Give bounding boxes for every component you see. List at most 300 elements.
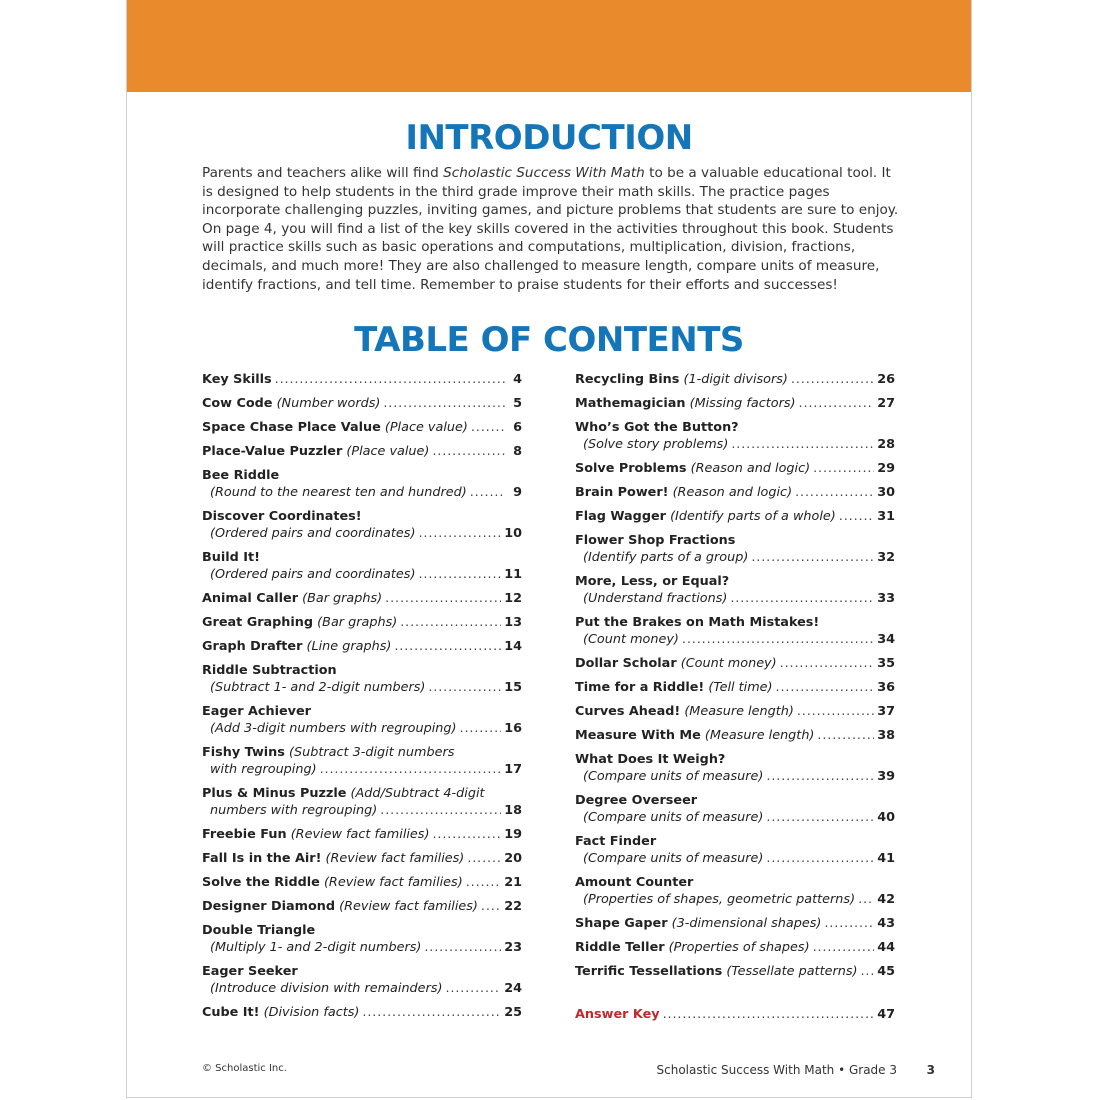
toc-entry-line: [575, 395, 895, 412]
toc-page-number: 37: [877, 704, 895, 719]
toc-entry-text: [202, 508, 362, 525]
dot-leader: [682, 631, 874, 648]
dot-leader: [858, 891, 874, 908]
toc-entry-line: [202, 662, 522, 679]
toc-entry-title: Degree Overseer: [575, 793, 698, 808]
dot-leader: [432, 826, 501, 843]
toc-entry-line: [575, 631, 895, 648]
toc-right-column: [575, 371, 895, 1030]
toc-entry-text: [575, 419, 739, 436]
toc-page-number: 31: [877, 509, 895, 524]
toc-page-number: 35: [877, 656, 895, 671]
toc-entry-title: Shape Gaper: [575, 916, 668, 931]
toc-entry-topic: (Introduce division with remainders): [210, 981, 443, 996]
toc-entry-topic: (Subtract 1- and 2-digit numbers): [210, 680, 426, 695]
toc-entry-text: [202, 467, 279, 484]
toc-entry-line: [202, 802, 522, 819]
toc-entry-line: [575, 809, 895, 826]
toc-entry-topic: (Place value): [346, 444, 430, 459]
toc-entry[interactable]: [202, 662, 522, 696]
toc-entry-text: [575, 679, 773, 696]
toc-entry-text: [575, 614, 819, 631]
toc-entry-line: [575, 792, 895, 809]
toc-page-number: 12: [504, 591, 522, 606]
toc-entry[interactable]: [202, 922, 522, 956]
dot-leader: [795, 484, 874, 501]
toc-entry-topic: (Add/Subtract 4-digit: [350, 786, 485, 801]
toc-page-number: 10: [504, 526, 522, 541]
toc-entry[interactable]: [202, 590, 522, 607]
toc-entry-topic: (Compare units of measure): [583, 851, 764, 866]
toc-entry-text: [202, 826, 429, 843]
toc-entry[interactable]: [202, 638, 522, 655]
toc-entry-line: [202, 761, 522, 778]
toc-page-number: 32: [877, 550, 895, 565]
dot-leader: [780, 655, 875, 672]
toc-entry-topic: (Review fact families): [290, 827, 430, 842]
toc-entry-title: Graph Drafter: [202, 639, 303, 654]
toc-entry-line: [575, 590, 895, 607]
toc-entry-topic: (Multiply 1- and 2-digit numbers): [210, 940, 422, 955]
toc-entry[interactable]: [575, 939, 895, 956]
dot-leader: [471, 419, 505, 436]
toc-entry-text: [202, 614, 397, 631]
toc-entry-topic: (Identify parts of a group): [583, 550, 749, 565]
toc-page-number: 25: [504, 1005, 522, 1020]
toc-entry-text: [202, 850, 464, 867]
toc-entry[interactable]: [202, 963, 522, 997]
toc-entry-line: [202, 703, 522, 720]
toc-entry-line: [202, 638, 522, 655]
dot-leader: [275, 371, 505, 388]
toc-entry-title: Eager Achiever: [202, 704, 311, 719]
toc-entry-text: [202, 549, 260, 566]
dot-leader: [481, 898, 501, 915]
toc-entry-line: [202, 850, 522, 867]
toc-entry[interactable]: [202, 850, 522, 867]
toc-page-number: 39: [877, 769, 895, 784]
toc-entry-line: [202, 744, 522, 761]
toc-page-number: 27: [877, 396, 895, 411]
toc-page-number: 29: [877, 461, 895, 476]
toc-entry-text: [575, 395, 796, 412]
dot-leader: [730, 590, 874, 607]
toc-entry[interactable]: [202, 443, 522, 460]
toc-entry-line: [202, 898, 522, 915]
toc-page-number: 9: [513, 485, 522, 500]
toc-entry[interactable]: [575, 792, 895, 826]
toc-page-number: 43: [877, 916, 895, 931]
toc-entry-topic: (Tell time): [708, 680, 773, 695]
toc-entry-title: Cow Code: [202, 396, 273, 411]
dot-leader: [383, 395, 505, 412]
toc-entry-title: Riddle Teller: [575, 940, 665, 955]
toc-page-number: 30: [877, 485, 895, 500]
toc-entry-title: Measure With Me: [575, 728, 701, 743]
toc-entry-line: [575, 833, 895, 850]
toc-entry-topic: (Bar graphs): [317, 615, 398, 630]
toc-entry[interactable]: [575, 727, 895, 744]
toc-entry[interactable]: [575, 963, 895, 980]
toc-entry-topic: (Properties of shapes, geometric patterns): [583, 892, 856, 907]
toc-entry-title: Animal Caller: [202, 591, 299, 606]
toc-entry-topic: (Review fact families): [323, 875, 463, 890]
toc-entry-title: What Does It Weigh?: [575, 752, 726, 767]
toc-entry-title: Time for a Riddle!: [575, 680, 705, 695]
dot-leader: [385, 590, 501, 607]
toc-entry-text: [202, 963, 298, 980]
toc-entry[interactable]: [575, 915, 895, 932]
book-footer: Scholastic Success With Math • Grade 3: [656, 1063, 897, 1077]
dot-leader: [380, 802, 501, 819]
toc-entry[interactable]: [575, 573, 895, 607]
toc-page-number: 13: [504, 615, 522, 630]
toc-entry-text: [575, 484, 792, 501]
toc-entry-line: [575, 1006, 895, 1023]
toc-entry-topic: (Review fact families): [325, 851, 465, 866]
toc-entry-line: [202, 874, 522, 891]
toc-entry-title: Amount Counter: [575, 875, 694, 890]
toc-entry-line: [202, 939, 522, 956]
toc-entry[interactable]: [202, 898, 522, 915]
dot-leader: [418, 566, 501, 583]
dot-leader: [799, 395, 875, 412]
toc-entry-text: [575, 833, 656, 850]
top-banner: [127, 0, 971, 92]
dot-leader: [467, 850, 501, 867]
toc-entry[interactable]: [202, 703, 522, 737]
toc-entry-title: Brain Power!: [575, 485, 669, 500]
toc-entry-topic: (Line graphs): [306, 639, 392, 654]
toc-entry-title: Fishy Twins: [202, 745, 285, 760]
toc-entry-line: [575, 963, 895, 980]
toc-entry-line: [575, 915, 895, 932]
toc-heading: TABLE OF CONTENTS: [354, 320, 744, 360]
toc-entry-text: [575, 963, 858, 980]
toc-entry-line: [575, 679, 895, 696]
dot-leader: [400, 614, 501, 631]
toc-entry-line: [575, 419, 895, 436]
toc-entry-topic: (Compare units of measure): [583, 769, 764, 784]
toc-page-number: 23: [504, 940, 522, 955]
toc-entry-title: Fact Finder: [575, 834, 657, 849]
toc-entry-line: [575, 532, 895, 549]
toc-entry-line: [202, 785, 522, 802]
dot-leader: [432, 443, 505, 460]
toc-entry-line: [202, 484, 522, 501]
toc-entry-line: [575, 655, 895, 672]
dot-leader: [813, 939, 875, 956]
toc-entry-topic: (Identify parts of a whole): [670, 509, 836, 524]
toc-page-number: 45: [877, 964, 895, 979]
toc-entry-topic: (Reason and logic): [690, 461, 811, 476]
toc-entry-text: [575, 727, 814, 744]
toc-entry-title: Double Triangle: [202, 923, 316, 938]
dot-leader: [776, 679, 875, 696]
toc-entry-topic: (Add 3-digit numbers with regrouping): [210, 721, 457, 736]
toc-entry-topic: (Bar graphs): [302, 591, 383, 606]
toc-entry-text: [202, 419, 468, 436]
intro-text-1: Parents and teachers alike will find: [202, 165, 444, 181]
answer-key-label: Answer Key: [575, 1007, 660, 1022]
toc-entry-title: Plus & Minus Puzzle: [202, 786, 347, 801]
dot-leader: [791, 371, 874, 388]
dot-leader: [839, 508, 874, 525]
toc-entry-line: [575, 508, 895, 525]
toc-entry[interactable]: [202, 508, 522, 542]
toc-entry-text: [202, 744, 454, 761]
toc-entry-title: Curves Ahead!: [575, 704, 681, 719]
page-number: 3: [926, 1063, 935, 1077]
toc-entry-line: [575, 939, 895, 956]
toc-entry-topic: (Round to the nearest ten and hundred): [210, 485, 467, 500]
toc-entry-text: [575, 939, 810, 956]
toc-page-number: 36: [877, 680, 895, 695]
toc-entry-title: Terrific Tessellations: [575, 964, 723, 979]
dot-leader: [418, 525, 501, 542]
toc-entry-text: [202, 590, 382, 607]
toc-entry-topic: (Place value): [384, 420, 468, 435]
toc-page-number: 20: [504, 851, 522, 866]
toc-page-number: 5: [513, 396, 522, 411]
toc-entry-text: [575, 874, 693, 891]
toc-entry-title: Mathemagician: [575, 396, 686, 411]
toc-entry-topic: (Measure length): [684, 704, 794, 719]
toc-entry[interactable]: [202, 826, 522, 843]
toc-entry[interactable]: [575, 371, 895, 388]
dot-leader: [731, 436, 874, 453]
toc-entry-topic: (Measure length): [704, 728, 815, 743]
dot-leader: [766, 768, 874, 785]
toc-entry[interactable]: [575, 460, 895, 477]
toc-entry[interactable]: [202, 467, 522, 501]
toc-entry-line: [575, 751, 895, 768]
introduction-heading: INTRODUCTION: [405, 118, 693, 158]
toc-entry[interactable]: [575, 419, 895, 453]
toc-page-number: 15: [504, 680, 522, 695]
dot-leader: [766, 809, 874, 826]
toc-entry-topic: (Understand fractions): [583, 591, 728, 606]
toc-entry-line: [202, 922, 522, 939]
toc-entry-title: Eager Seeker: [202, 964, 298, 979]
dot-leader: [428, 679, 501, 696]
page: [126, 0, 972, 1098]
dot-leader: [320, 761, 502, 778]
toc-entry-line: [202, 590, 522, 607]
toc-entry-line: [202, 566, 522, 583]
toc-entry-title: Bee Riddle: [202, 468, 280, 483]
toc-entry-text: [202, 443, 429, 460]
toc-page-number: 41: [877, 851, 895, 866]
toc-entry[interactable]: [575, 833, 895, 867]
toc-page-number: 18: [504, 803, 522, 818]
toc-entry-topic: (3-dimensional shapes): [671, 916, 822, 931]
toc-entry-title: Solve Problems: [575, 461, 687, 476]
dot-leader: [460, 720, 502, 737]
toc-page-number: 26: [877, 372, 895, 387]
toc-entry-text: [575, 532, 735, 549]
toc-entry-text: [575, 371, 788, 388]
dot-leader: [817, 727, 874, 744]
toc-entry[interactable]: [575, 532, 895, 566]
toc-entry-title: Discover Coordinates!: [202, 509, 362, 524]
toc-entry-text: [202, 395, 380, 412]
introduction-paragraph: [202, 164, 902, 294]
toc-entry-line: [202, 419, 522, 436]
toc-entry-topic: (1-digit divisors): [683, 372, 788, 387]
toc-page-number: 19: [504, 827, 522, 842]
toc-page-number: 21: [504, 875, 522, 890]
toc-left-column: [202, 371, 522, 1028]
copyright: © Scholastic Inc.: [202, 1063, 287, 1074]
toc-entry-line: [202, 679, 522, 696]
toc-entry[interactable]: [202, 371, 522, 388]
dot-leader: [861, 963, 875, 980]
toc-entry[interactable]: [202, 395, 522, 412]
toc-entry-title: Designer Diamond: [202, 899, 336, 914]
toc-entry-topic: (Ordered pairs and coordinates): [210, 526, 416, 541]
toc-entry-text: [202, 638, 391, 655]
toc-entry[interactable]: [575, 751, 895, 785]
toc-entry-topic: (Compare units of measure): [583, 810, 764, 825]
toc-entry-title: Who’s Got the Button?: [575, 420, 739, 435]
toc-entry[interactable]: [575, 614, 895, 648]
toc-entry-text: [202, 1004, 359, 1021]
toc-entry-text: [575, 915, 821, 932]
toc-entry-title: Great Graphing: [202, 615, 314, 630]
toc-entry-text: [202, 898, 478, 915]
dot-leader: [424, 939, 501, 956]
toc-entry-text: [575, 508, 836, 525]
toc-entry[interactable]: [202, 549, 522, 583]
toc-entry[interactable]: [575, 874, 895, 908]
toc-entry-topic: (Missing factors): [689, 396, 796, 411]
toc-entry-line: [575, 874, 895, 891]
toc-entry-topic: (Ordered pairs and coordinates): [210, 567, 416, 582]
toc-entry-text: [202, 922, 315, 939]
toc-entry-line: [575, 703, 895, 720]
toc-entry-topic: (Division facts): [263, 1005, 360, 1020]
toc-entry[interactable]: [202, 785, 522, 819]
dot-leader: [813, 460, 874, 477]
toc-entry-line: [202, 395, 522, 412]
toc-entry-line: [202, 371, 522, 388]
toc-page-number: 24: [504, 981, 522, 996]
toc-entry-title: Recycling Bins: [575, 372, 680, 387]
toc-entry-line: [575, 891, 895, 908]
toc-entry-topic: (Count money): [680, 656, 777, 671]
toc-entry[interactable]: [575, 395, 895, 412]
toc-page-number: 14: [504, 639, 522, 654]
toc-entry-text: [202, 703, 311, 720]
toc-entry-topic: (Review fact families): [339, 899, 478, 914]
toc-entry-title: Build It!: [202, 550, 260, 565]
toc-entry-line: [575, 573, 895, 590]
toc-entry[interactable]: [575, 679, 895, 696]
toc-page-number: 40: [877, 810, 895, 825]
dot-leader: [663, 1006, 875, 1023]
intro-text-2: to be a valuable educational tool. It is designed to help students in the third grade improve their math skills. The practice pages incorporate challenging puzzles, inviting games, and picture problems that students are sure to enjoy. On page 4, you will find a list of the key skills covered in the activities throughout this book. Students will practice skills such as basic operations and computations, multiplication, division, fractions, decimals, and much more! They are also challenged to measure length, compare units of measure, identify fractions, and tell time. Remember to praise students for their efforts and successes!: [202, 165, 899, 293]
toc-entry[interactable]: [575, 484, 895, 501]
toc-entry-text: [575, 703, 794, 720]
toc-page-number: 34: [877, 632, 895, 647]
toc-entry-title: Fall Is in the Air!: [202, 851, 322, 866]
dot-leader: [470, 484, 505, 501]
toc-entry-title: Freebie Fun: [202, 827, 287, 842]
toc-entry-line: [202, 963, 522, 980]
toc-entry-line: [202, 549, 522, 566]
toc-entry-title: Put the Brakes on Math Mistakes!: [575, 615, 820, 630]
toc-page-number: 4: [513, 372, 522, 387]
toc-page-number: 6: [513, 420, 522, 435]
toc-page-number: 11: [504, 567, 522, 582]
toc-entry-line: [202, 443, 522, 460]
toc-entry-line: [575, 727, 895, 744]
toc-entry-line: [575, 850, 895, 867]
toc-entry[interactable]: [575, 703, 895, 720]
toc-page-number: 38: [877, 728, 895, 743]
toc-entry[interactable]: [575, 508, 895, 525]
toc-page-number: 33: [877, 591, 895, 606]
toc-page-number: 8: [513, 444, 522, 459]
toc-page-number: 42: [877, 892, 895, 907]
toc-entry-text: [575, 573, 729, 590]
toc-entry-title: Flag Wagger: [575, 509, 666, 524]
toc-entry-title: Riddle Subtraction: [202, 663, 337, 678]
toc-entry-line: [575, 371, 895, 388]
toc-entry-text: [202, 662, 337, 679]
toc-entry-title: More, Less, or Equal?: [575, 574, 730, 589]
toc-entry-line: [202, 1004, 522, 1021]
toc-entry-line: [575, 768, 895, 785]
dot-leader: [445, 980, 501, 997]
toc-entry-topic: (Tessellate patterns): [726, 964, 858, 979]
toc-entry-text: [575, 655, 777, 672]
toc-entry-line: [575, 484, 895, 501]
dot-leader: [466, 874, 501, 891]
toc-entry-line: [202, 826, 522, 843]
toc-entry[interactable]: [575, 655, 895, 672]
toc-entry[interactable]: [202, 1004, 522, 1021]
dot-leader: [766, 850, 874, 867]
toc-entry-title: Place-Value Puzzler: [202, 444, 343, 459]
dot-leader: [751, 549, 874, 566]
toc-entry-topic: (Count money): [583, 632, 679, 647]
dot-leader: [797, 703, 874, 720]
toc-entry-text: [575, 460, 810, 477]
toc-entry-topic: (Subtract 3-digit numbers: [289, 745, 455, 760]
toc-entry-topic: (Properties of shapes): [668, 940, 810, 955]
toc-entry-text: [575, 792, 697, 809]
toc-entry[interactable]: [202, 614, 522, 631]
toc-entry-topic: (Reason and logic): [672, 485, 793, 500]
toc-page-number: 16: [504, 721, 522, 736]
toc-page-number: 44: [877, 940, 895, 955]
toc-entry-line: [202, 980, 522, 997]
toc-entry-text: [202, 874, 463, 891]
toc-entry[interactable]: [202, 874, 522, 891]
toc-entry[interactable]: [202, 744, 522, 778]
dot-leader: [394, 638, 501, 655]
toc-entry-text: [202, 785, 485, 802]
toc-entry-title: Cube It!: [202, 1005, 260, 1020]
answer-key-entry[interactable]: [575, 1006, 895, 1023]
toc-entry[interactable]: [202, 419, 522, 436]
toc-entry-title: Dollar Scholar: [575, 656, 677, 671]
toc-entry-line: [575, 614, 895, 631]
toc-entry-line: [575, 436, 895, 453]
toc-entry-title: Space Chase Place Value: [202, 420, 381, 435]
